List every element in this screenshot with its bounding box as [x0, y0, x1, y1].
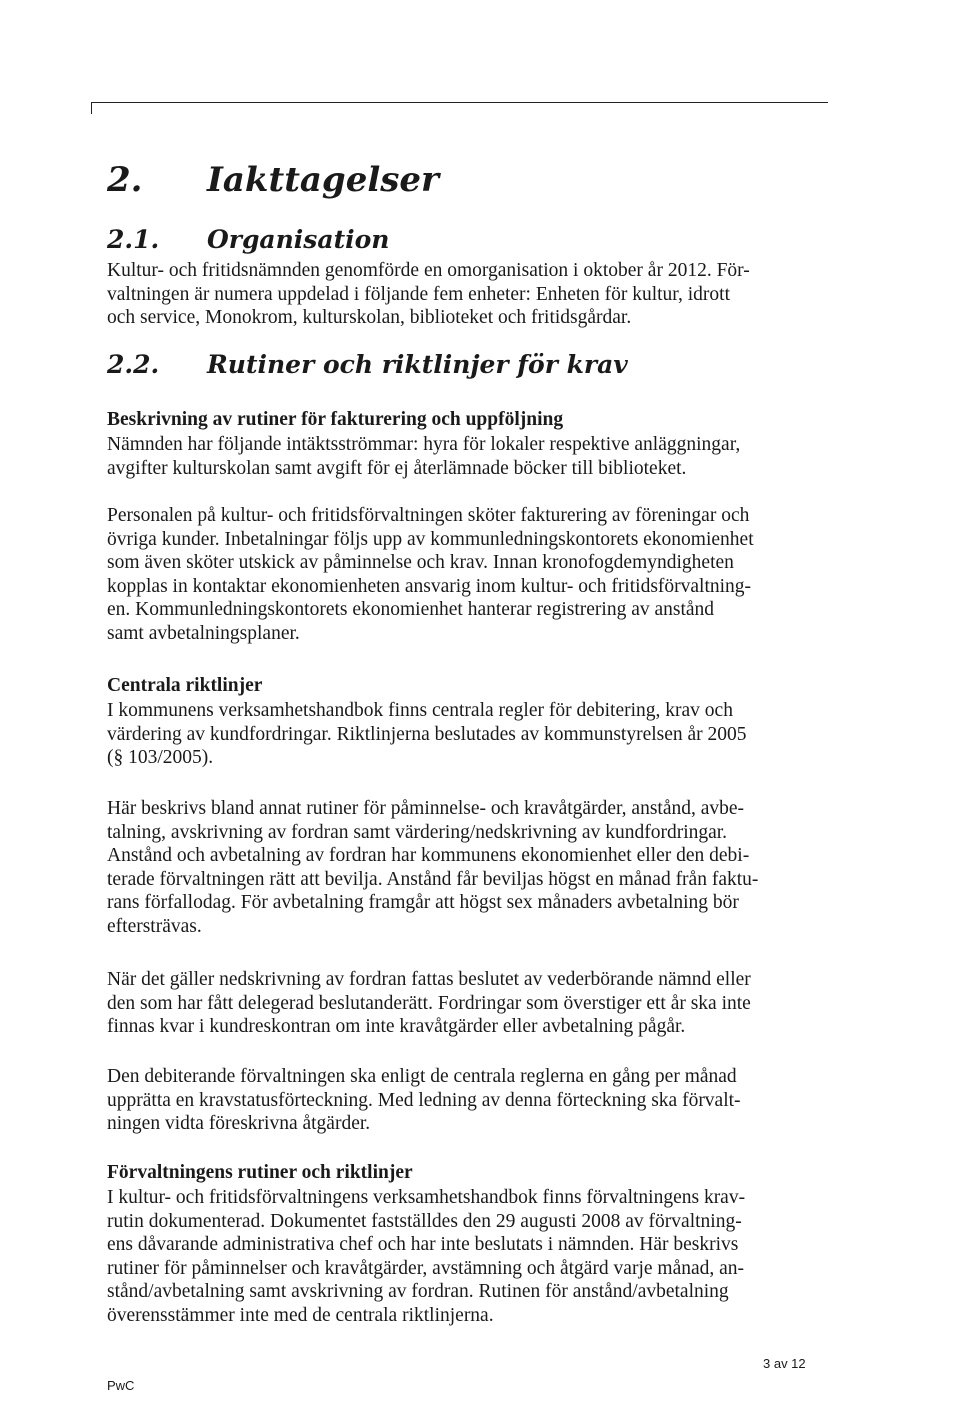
- text-line: rutiner för påminnelser och kravåtgärder, avstämning och åtgärd varje månad, an-: [107, 1257, 745, 1279]
- text-line: övriga kunder. Inbetalningar följs upp av kommunledningskontorets ekonomienhet: [107, 528, 754, 550]
- header-rule: [91, 102, 828, 103]
- section-heading: [107, 160, 439, 201]
- text-line: samt avbetalningsplaner.: [107, 622, 300, 644]
- text-line: (§ 103/2005).: [107, 747, 214, 769]
- text-line: Nämnden har följande intäktsströmmar: hyra för lokaler respektive anläggningar,: [107, 434, 741, 455]
- text-line: Här beskrivs bland annat rutiner för påminnelse- och kravåtgärder, anstånd, avbe-: [107, 798, 745, 819]
- central-paragraph-2: [107, 797, 827, 939]
- billing-paragraph-1: [107, 433, 827, 480]
- admin-heading: Förvaltningens rutiner och riktlinjer: [107, 1162, 413, 1183]
- text-line: kopplas in kontaktar ekonomienheten ansvarig inom kultur- och fritidsförvaltning-: [107, 575, 752, 597]
- text-line: talning, avskrivning av fordran samt värdering/nedskrivning av kundfordringar.: [107, 821, 728, 843]
- subsection-title: Rutiner och riktlinjer för krav: [207, 350, 628, 379]
- text-line: Den debiterande förvaltningen ska enligt de centrala reglerna en gång per månad: [107, 1066, 737, 1087]
- text-line: ningen vidta föreskrivna åtgärder.: [107, 1113, 371, 1135]
- text-line: Personalen på kultur- och fritidsförvaltningen sköter fakturering av föreningar och: [107, 505, 750, 526]
- section-title: Iakttagelser: [207, 160, 439, 200]
- header-rule-tick: [91, 102, 92, 114]
- text-line: I kommunens verksamhetshandbok finns centrala regler för debitering, krav och: [107, 700, 733, 721]
- text-line: den som har fått delegerad beslutanderätt. Fordringar som överstiger ett år ska inte: [107, 992, 751, 1014]
- section-number: 2.: [107, 160, 143, 200]
- subsection-number: 2.1.: [107, 225, 160, 254]
- billing-paragraph-2: [107, 504, 827, 646]
- text-line: och service, Monokrom, kulturskolan, biblioteket och fritidsgårdar.: [107, 307, 632, 329]
- text-line: Anstånd och avbetalning av fordran har kommunens ekonomienhet eller den debi-: [107, 845, 750, 867]
- text-line: I kultur- och fritidsförvaltningens verksamhetshandbok finns förvaltningens krav-: [107, 1187, 746, 1208]
- text-line: stånd/avbetalning samt avskrivning av fordran. Rutinen för anstånd/avbetalning: [107, 1281, 729, 1303]
- central-paragraph-4: [107, 1065, 827, 1136]
- central-paragraph-3: [107, 968, 827, 1039]
- central-paragraph-1: [107, 699, 827, 770]
- organisation-paragraph: [107, 259, 827, 330]
- text-line: När det gäller nedskrivning av fordran fattas beslutet av vederbörande nämnd eller: [107, 969, 751, 990]
- text-line: rans förfallodag. För avbetalning framgår att högst sex månaders avbetalning bör: [107, 892, 739, 914]
- footer-company: PwC: [107, 1378, 135, 1393]
- text-line: avgifter kulturskolan samt avgift för ej återlämnade böcker till biblioteket.: [107, 457, 687, 479]
- text-line: en. Kommunledningskontorets ekonomienhet hanterar registrering av anstånd: [107, 599, 715, 621]
- text-line: värdering av kundfordringar. Riktlinjerna beslutades av kommunstyrelsen år 2005: [107, 723, 747, 745]
- text-line: Kultur- och fritidsnämnden genomförde en omorganisation i oktober år 2012. För-: [107, 260, 750, 281]
- text-line: som även sköter utskick av påminnelse och krav. Innan kronofogdemyndigheten: [107, 552, 734, 574]
- text-line: valtningen är numera uppdelad i följande fem enheter: Enheten för kultur, idrott: [107, 283, 731, 305]
- billing-heading: Beskrivning av rutiner för fakturering och uppföljning: [107, 409, 564, 430]
- text-line: upprätta en kravstatusförteckning. Med ledning av denna förteckning ska förvalt-: [107, 1089, 741, 1111]
- text-line: ens dåvarande administrativa chef och har inte beslutats i nämnden. Här beskrivs: [107, 1234, 739, 1256]
- central-heading: Centrala riktlinjer: [107, 675, 263, 696]
- text-line: rutin dokumenterad. Dokumentet fastställdes den 29 augusti 2008 av förvaltning-: [107, 1210, 742, 1232]
- text-line: överensstämmer inte med de centrala riktlinjerna.: [107, 1304, 494, 1326]
- subsection-heading-rutiner: [107, 350, 628, 381]
- admin-paragraph-1: [107, 1186, 827, 1328]
- text-line: terade förvaltningen rätt att bevilja. Anstånd får beviljas högst en månad från faktu-: [107, 868, 759, 890]
- subsection-title: Organisation: [207, 225, 390, 254]
- text-line: finnas kvar i kundreskontran om inte kravåtgärder eller avbetalning pågår.: [107, 1016, 686, 1038]
- page-number: 3 av 12: [763, 1356, 806, 1371]
- subsection-heading-organisation: [107, 225, 390, 256]
- text-line: eftersträvas.: [107, 915, 202, 937]
- subsection-number: 2.2.: [107, 350, 160, 379]
